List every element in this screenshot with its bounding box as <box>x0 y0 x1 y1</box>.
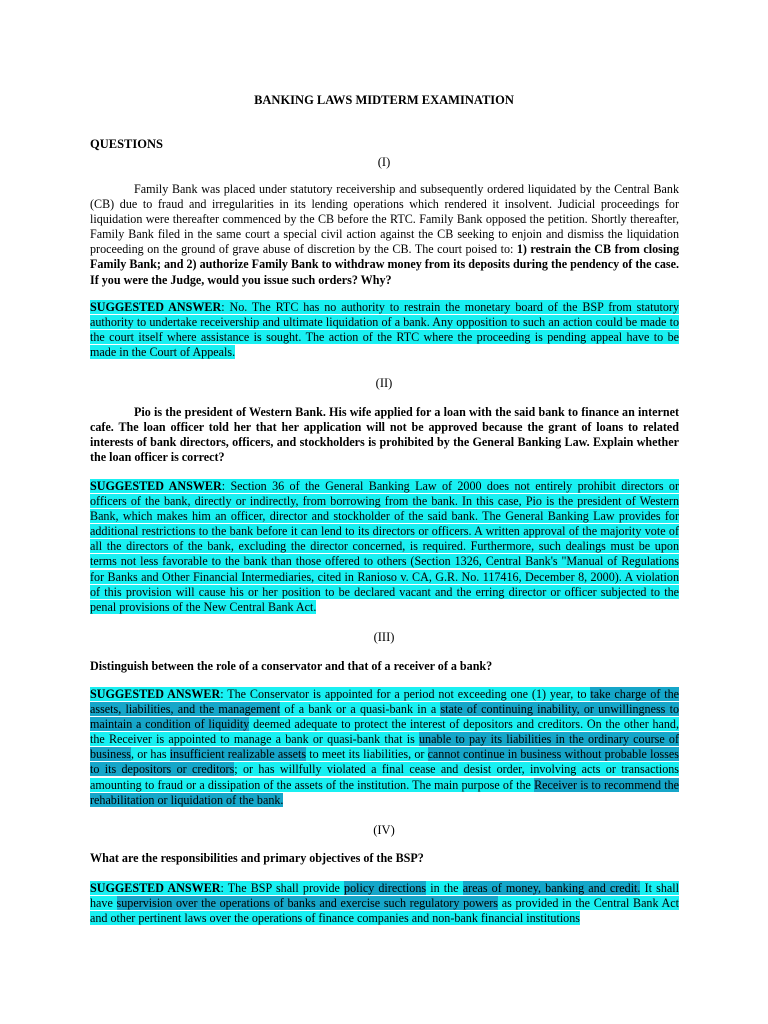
question-2-bold: Pio is the president of Western Bank. His wife applied for a loan with the said bank to finance an internet cafe. The loan officer told her that her application will not be approved because the grant of loans to related interests of bank directors, officers, and stockholders is prohibited by the General Banking Law. Explain whether the loan officer is correct? <box>90 405 679 465</box>
answer-3-emphasis: cannot continue in business without probable losses to its depositors or creditors <box>90 747 679 777</box>
answer-1-label: SUGGESTED ANSWER <box>90 300 222 314</box>
question-3 <box>90 659 679 674</box>
question-3-bold: Distinguish between the role of a conservator and that of a receiver of a bank? <box>90 659 493 673</box>
answer-2 <box>90 479 679 615</box>
answer-4-text: as provided in the Central Bank Act and other pertinent laws over the operations of finance companies and non-bank financial institutions <box>90 896 680 926</box>
answer-2-text: : Section 36 of the General Banking Law of 2000 does not entirely prohibit directors or officers of the bank, directly or indirectly, from borrowing from the bank. In this case, Pio is the president of Western Bank, which makes him an officer, director and stockholder of the said bank. The General Banking Law provides for additional restrictions to the bank before it can lend to its directors or officers. A written approval of the majority vote of all the directors of the bank, excluding the director concerned, is required. Furthermore, such dealings must be upon terms not less favorable to the bank than those offered to others (Section 1326, Central Bank's "Manual of Regulations for Banks and Other Financial Intermediaries, cited in Ranioso v. CA, G.R. No. 117416, December 8, 2000). A violation of this provision will cause his or her position to be declared vacant and the erring director or officer subjected to the penal provisions of the New Central Bank Act. <box>90 479 679 614</box>
section-number-3: (III) <box>373 630 395 644</box>
question-2 <box>90 405 679 465</box>
answer-1-text: : No. The RTC has no authority to restrain the monetary board of the BSP from statutory authority to undertake receivership and ultimate liquidation of a bank. Any opposition to such an action could be made to the court itself where assistance is sought. The action of the RTC where the proceeding is pending appeal have to be made in the Court of Appeals. <box>90 300 679 360</box>
question-1-text: Family Bank was placed under statutory receivership and subsequently ordered liquidated by the Central Bank (CB) due to fraud and irregularities in its lending operations which rendered it insolvent. Judicial proceedings for liquidation were thereafter commenced by the CB before the RTC. Family Bank opposed the petition. Shortly thereafter, Family Bank filed in the same court a special civil action against the CB seeking to enjoin and dismiss the liquidation proceeding on the ground of grave abuse of discretion by the CB. The court poised to: <box>90 182 679 257</box>
questions-heading: QUESTIONS <box>90 137 163 151</box>
answer-3-emphasis: take charge of the assets, liabilities, and the management <box>90 687 679 717</box>
section-number-2: (II) <box>375 376 393 390</box>
question-1 <box>90 182 679 288</box>
answer-4-label: SUGGESTED ANSWER <box>90 881 221 895</box>
section-number-4: (IV) <box>373 823 395 837</box>
answer-3-emphasis: Receiver is to recommend the rehabilitation or liquidation of the bank. <box>90 777 679 807</box>
answer-4-emphasis: policy directions <box>344 881 427 895</box>
answer-2-label: SUGGESTED ANSWER <box>90 479 222 493</box>
answer-4-emphasis: supervision over the operations of banks and exercise such regulatory powers <box>116 896 499 911</box>
answer-3-text: , or has <box>131 747 170 762</box>
answer-4 <box>90 881 679 926</box>
answer-3-emphasis: unable to pay its liabilities in the ordinary course of business <box>90 732 679 762</box>
answer-3-label: SUGGESTED ANSWER <box>90 687 221 701</box>
answer-3 <box>90 687 679 808</box>
answer-4-text: It shall have <box>90 881 679 911</box>
answer-4-text: : The BSP shall provide <box>220 881 345 895</box>
answer-3-text: deemed adequate to protect the interest of depositors and creditors. On the other hand, the Receiver is appointed to manage a bank or quasi-bank that is <box>90 717 679 747</box>
answer-3-text: : The Conservator is appointed for a period not exceeding one (1) year, to <box>220 687 591 701</box>
question-1-bold: 1) restrain the CB from closing Family Bank; and 2) authorize Family Bank to withdraw money from its deposits during the pendency of the case. If you were the Judge, would you issue such orders? Why? <box>90 242 679 287</box>
answer-3-emphasis: insufficient realizable assets <box>169 747 307 762</box>
answer-4-emphasis: areas of money, banking and credit. <box>462 881 641 895</box>
document-title: BANKING LAWS MIDTERM EXAMINATION <box>254 93 514 107</box>
answer-3-text: to meet its liabilities, or <box>306 747 428 762</box>
section-number-1: (I) <box>377 155 391 169</box>
answer-3-emphasis: state of continuing inability, or unwillingness to maintain a condition of liquidity <box>90 702 679 732</box>
answer-4-text: in the <box>426 881 463 895</box>
answer-1 <box>90 300 679 360</box>
answer-3-text: ; or has willfully violated a final cease and desist order, involving acts or transactions amounting to fraud or a dissipation of the assets of the institution. The main purpose of the <box>90 762 679 792</box>
answer-3-text: of a bank or a quasi-bank in a <box>280 702 441 717</box>
question-4 <box>90 851 679 866</box>
question-4-bold: What are the responsibilities and primary objectives of the BSP? <box>90 851 424 865</box>
